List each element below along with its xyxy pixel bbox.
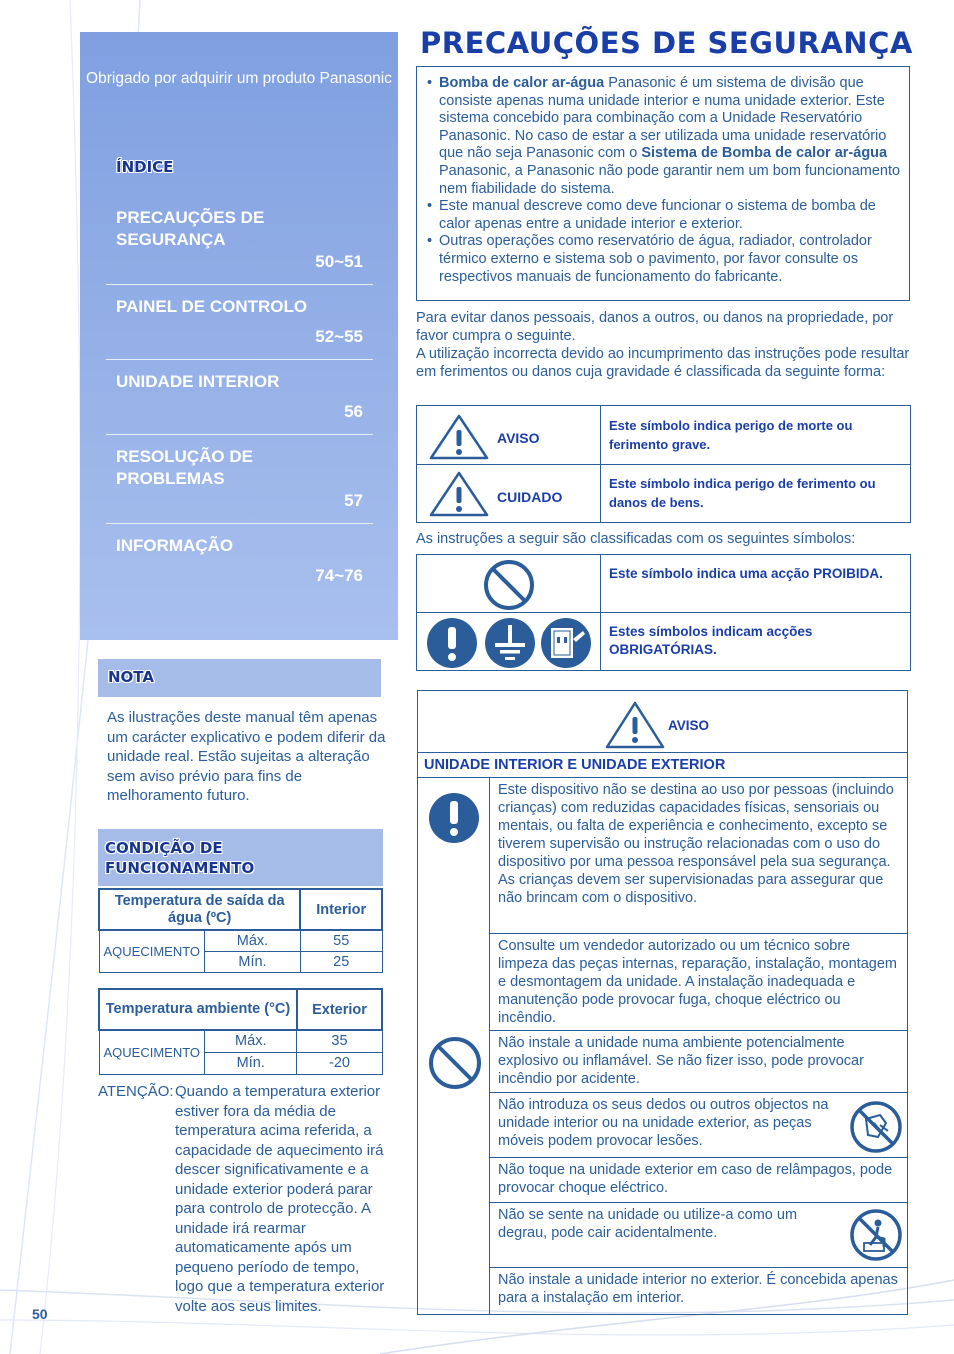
index-title: ÍNDICE	[116, 158, 174, 176]
warning-item	[490, 1030, 908, 1092]
max-value: 35	[297, 1030, 382, 1052]
intro-bullet	[427, 75, 901, 198]
prohibited-row	[417, 555, 910, 613]
caution-triangle-icon	[429, 471, 489, 517]
action-symbols-box	[416, 554, 911, 671]
attention-text: Quando a temperatura exterior estiver fora da média de temperatura acima referida, a capacidade de aquecimento irá descer significativamente e a unidade exterior poderá parar para controlo de protecção. A unidade irá rearmar automaticamente após um pequeno período de tempo, logo que a temperatura exterior volte aos seus limites.	[175, 1083, 385, 1315]
mandatory-description: Estes símbolos indicam acções OBRIGATÓRIAS.	[609, 624, 813, 657]
prohibited-icon	[483, 559, 535, 611]
intro-text: Panasonic, a Panasonic não pode garantir nem um bom funcionamento nem fiabilidade do sistema.	[439, 162, 901, 197]
aviso-row	[417, 406, 910, 465]
attention-note	[98, 1082, 388, 1316]
min-label: Mín.	[205, 1052, 297, 1074]
intro-bold: Bomba de calor ar-água	[439, 75, 605, 91]
toc-item-pages: 52~55	[315, 327, 363, 346]
warning-item	[490, 1157, 908, 1202]
mandatory-row	[417, 613, 910, 671]
intro-text: Panasonic é um sistema de divisão que consiste apenas numa unidade interior e numa unidade exterior. Este sistema concebido para combinação com a Unidade Reservatório Panasonic. No caso de estar a ser utilizada uma unidade reservatório que não seja Panasonic com o	[439, 75, 887, 162]
toc-item-label: PRECAUÇÕES DE SEGURANÇA	[116, 208, 265, 249]
page-title: PRECAUÇÕES DE SEGURANÇA	[420, 26, 913, 60]
divider	[600, 406, 601, 464]
page-number: 50	[32, 1306, 48, 1322]
toc-item-label: RESOLUÇÃO DE PROBLEMAS	[116, 447, 253, 488]
aviso-description: Este símbolo indica perigo de morte ou ferimento grave.	[609, 418, 853, 452]
max-value: 55	[300, 930, 382, 951]
table-column-header: Interior	[300, 889, 382, 930]
attention-label: ATENÇÃO:	[98, 1083, 174, 1100]
divider	[600, 555, 601, 612]
nota-text: As ilustrações deste manual têm apenas um carácter explicativo e podem diferir da unidade real. Estão sujeitas a alteração sem aviso prévio para fins de melhoramento futuro.	[107, 709, 386, 805]
toc-item-pages: 74~76	[315, 566, 363, 585]
toc-item-pages: 57	[344, 491, 363, 510]
intro-box	[416, 66, 910, 301]
warning-item	[490, 933, 908, 1030]
toc-item-informacao[interactable]	[106, 535, 373, 591]
ground-earth-icon	[483, 617, 537, 669]
toc-item-unidade-interior[interactable]	[106, 371, 373, 427]
table-header: Temperatura ambiente (°C)	[99, 989, 297, 1030]
aviso-label: AVISO	[497, 430, 540, 446]
table-column-header: Exterior	[297, 989, 382, 1030]
min-label: Mín.	[205, 951, 301, 972]
intro-bold: Sistema de Bomba de calor ar-água	[641, 145, 888, 162]
toc-item-label: INFORMAÇÃO	[116, 536, 234, 555]
toc-item-resolucao[interactable]	[106, 446, 373, 516]
warning-triangle-icon	[429, 414, 489, 460]
unplug-power-icon	[539, 617, 593, 669]
intro-bullet: • Este manual descreve como deve funcionar o sistema de bomba de calor apenas entre a unidade interior e exterior.	[427, 198, 901, 233]
no-sitting-icon	[850, 1209, 902, 1261]
prohibited-description: Este símbolo indica uma acção PROIBIDA.	[609, 566, 883, 581]
min-value: -20	[297, 1052, 382, 1074]
toc-divider	[106, 359, 373, 360]
ambient-temp-table	[98, 988, 383, 1075]
max-label: Máx.	[205, 1030, 297, 1052]
cuidado-label: CUIDADO	[497, 489, 563, 505]
warning-title: AVISO	[668, 718, 710, 733]
toc-item-label: PAINEL DE CONTROLO	[116, 297, 308, 316]
paragraph: Para evitar danos pessoais, danos a outros, ou danos na propriedade, por favor cumpra o seguinte.	[416, 310, 894, 344]
warning-triangle-icon	[605, 701, 665, 749]
warning-text: Consulte um vendedor autorizado ou um técnico sobre limpeza das peças internas, reparação, instalação, montagem e desmontagem da unidade. A instalação inadequada e manutenção pode provocar fuga, choque eléctrico ou incêndio.	[498, 938, 897, 1026]
intro-bullet: • Outras operações como reservatório de água, radiador, controlador térmico externo e sistema sob o pavimento, por favor consulte os respectivos manuais de funcionamento do fabricante.	[427, 233, 901, 286]
toc-item-pages: 56	[344, 402, 363, 421]
warning-item	[490, 1092, 908, 1157]
nota-title: NOTA	[108, 668, 154, 686]
table-header: Temperatura de saída da água (ºC)	[99, 889, 300, 930]
warning-text: Este dispositivo não se destina ao uso por pessoas (incluindo crianças) com reduzidas capacidades físicas, sensoriais ou mentais, ou falta de experiência e conhecimento, excepto se tiverem supervisão ou instrução relacionadas com o uso do dispositivo por uma pessoa responsável pela sua segurança. As crianças devem ser supervisionadas para assegurar que não brincam com o dispositivo.	[498, 782, 894, 906]
warning-item	[490, 1267, 908, 1315]
min-value: 25	[300, 951, 382, 972]
mode-cell: AQUECIMENTO	[99, 1030, 205, 1074]
mandatory-exclamation-icon	[428, 792, 480, 844]
toc-divider	[106, 284, 373, 285]
warning-text: Não se sente na unidade ou utilize-a como um degrau, pode cair acidentalmente.	[498, 1207, 798, 1241]
max-label: Máx.	[205, 930, 301, 951]
warning-text: Não instale a unidade interior no exterior. É concebida apenas para a instalação em interior.	[498, 1272, 898, 1306]
toc-divider	[106, 523, 373, 524]
warning-text: Não introduza os seus dedos ou outros objectos na unidade interior ou na unidade exterior, as peças móveis podem provocar lesões.	[498, 1097, 829, 1149]
warning-text: Não instale a unidade numa ambiente potencialmente explosivo ou inflamável. Se não fizer isso, pode provocar incêndio por acidente.	[498, 1035, 864, 1087]
cuidado-description: Este símbolo indica perigo de ferimento ou danos de bens.	[609, 476, 876, 510]
warning-text: Não toque na unidade exterior em caso de relâmpagos, pode provocar choque eléctrico.	[498, 1162, 893, 1196]
paragraph: As instruções a seguir são classificadas com os seguintes símbolos:	[416, 531, 856, 547]
no-fingers-icon	[850, 1101, 902, 1153]
toc-divider	[106, 434, 373, 435]
mandatory-exclamation-icon	[425, 617, 479, 669]
condition-title: CONDIÇÃO DE FUNCIONAMENTO	[105, 839, 255, 877]
warning-item	[490, 1202, 908, 1267]
toc-item-pages: 50~51	[315, 252, 363, 271]
water-temp-table	[98, 888, 383, 973]
prohibited-icon	[428, 1036, 482, 1090]
warning-item	[490, 778, 908, 933]
toc-item-label: UNIDADE INTERIOR	[116, 372, 280, 391]
toc-item-precaucoes[interactable]	[106, 207, 373, 277]
cuidado-row	[417, 465, 910, 523]
divider	[600, 465, 601, 523]
divider	[600, 613, 601, 671]
thanks-text: Obrigado por adquirir um produto Panasonic	[86, 70, 392, 87]
toc-item-painel[interactable]	[106, 296, 373, 352]
paragraph: A utilização incorrecta devido ao incumprimento das instruções pode resultar em ferimentos ou danos cuja gravidade é classificada da seguinte forma:	[416, 346, 910, 380]
severity-legend-box	[416, 405, 911, 523]
warning-section-title: UNIDADE INTERIOR E UNIDADE EXTERIOR	[418, 752, 907, 778]
warning-box	[417, 690, 908, 1315]
mode-cell: AQUECIMENTO	[99, 930, 205, 972]
